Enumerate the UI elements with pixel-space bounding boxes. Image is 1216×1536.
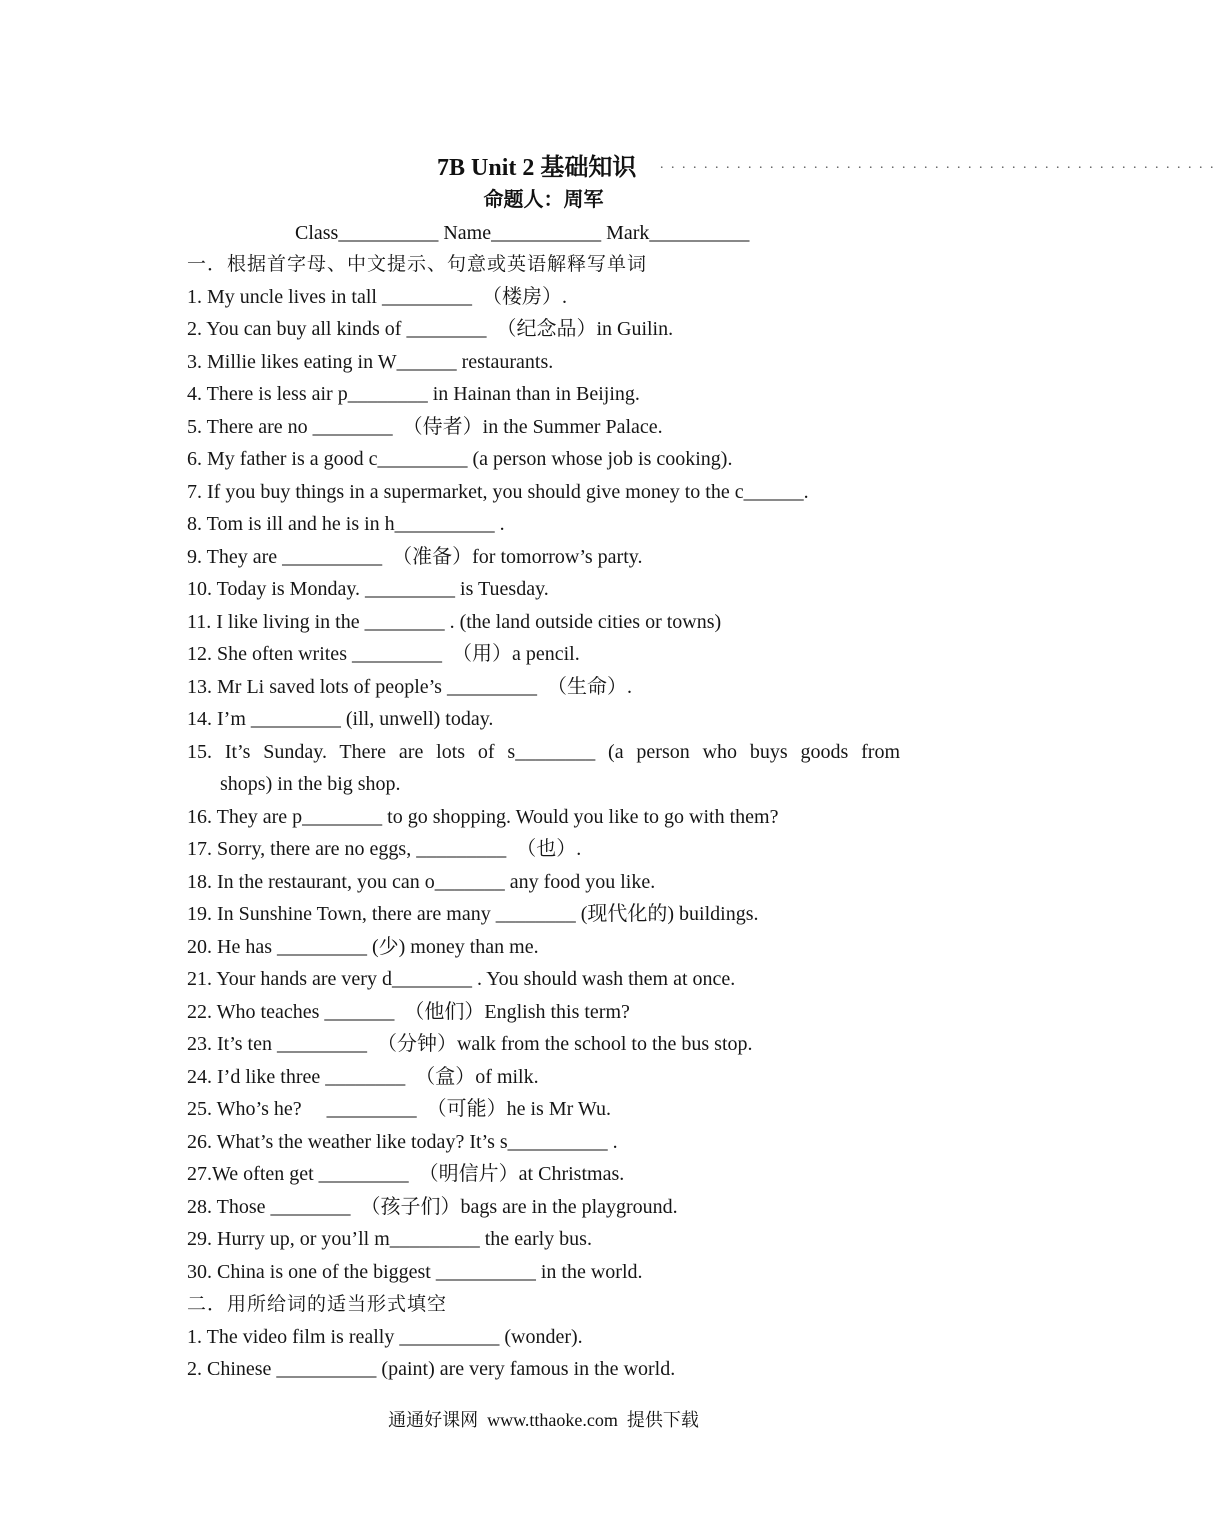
question-1-29: 29. Hurry up, or you’ll m_________ the early bus. — [187, 1228, 592, 1250]
question-1-2: 2. You can buy all kinds of ________ （纪念品）in Guilin. — [187, 318, 674, 340]
dotted-leader: . . . . . . . . . . . . . . . . . . . . . . . . . . . . . . . . . . . . . . . . . . . . . . . . . . . — [660, 157, 1216, 172]
question-1-10: 10. Today is Monday. _________ is Tuesday. — [187, 578, 549, 600]
question-1-5: 5. There are no ________ （侍者）in the Summer Palace. — [187, 415, 663, 438]
question-1-11: 11. I like living in the ________ . (the land outside cities or towns) — [187, 610, 722, 633]
question-1-15: 15. It’s Sunday. There are lots of s________ (a person who buys goods from — [187, 740, 900, 763]
question-1-20: 20. He has _________ (少) money than me. — [187, 935, 539, 958]
question-1-16: 16. They are p________ to go shopping. Would you like to go with them? — [187, 805, 779, 828]
class-name-mark-line: Class__________ Name___________ Mark__________ — [295, 222, 750, 244]
question-lines — [187, 248, 907, 1386]
question-1-27: 27.We often get _________ （明信片）at Christmas. — [187, 1163, 625, 1185]
author-line: 命题人：周军 — [483, 187, 604, 211]
footer-credit: 通通好课网 www.tthaoke.com 提供下载 — [388, 1410, 699, 1430]
question-1-12: 12. She often writes _________ （用）a pencil. — [187, 643, 580, 665]
question-1-8: 8. Tom is ill and he is in h__________ . — [187, 513, 505, 535]
section-heading-1: 一．根据首字母、中文提示、句意或英语解释写单词 — [187, 253, 648, 275]
question-1-7: 7. If you buy things in a supermarket, you should give money to the c______. — [187, 480, 809, 503]
question-1-28: 28. Those ________ （孩子们）bags are in the playground. — [187, 1195, 678, 1218]
question-1-25: 25. Who’s he? _________ （可能）he is Mr Wu. — [187, 1098, 611, 1120]
question-2-2: 2. Chinese __________ (paint) are very famous in the world. — [187, 1358, 676, 1380]
question-1-17: 17. Sorry, there are no eggs, _________ （也）. — [187, 838, 582, 860]
title-row — [0, 150, 1216, 186]
section-heading-2: 二．用所给词的适当形式填空 — [187, 1293, 448, 1315]
question-1-4: 4. There is less air p________ in Hainan than in Beijing. — [187, 383, 640, 405]
question-1-21: 21. Your hands are very d________ . You should wash them at once. — [187, 968, 736, 990]
question-1-13: 13. Mr Li saved lots of people’s _________ （生命）. — [187, 675, 632, 698]
question-2-1: 1. The video film is really __________ (wonder). — [187, 1325, 583, 1348]
question-1-24: 24. I’d like three ________ （盒）of milk. — [187, 1065, 539, 1088]
question-1-23: 23. It’s ten _________ （分钟）walk from the school to the bus stop. — [187, 1033, 753, 1055]
question-1-30: 30. China is one of the biggest __________ in the world. — [187, 1260, 643, 1283]
question-1-3: 3. Millie likes eating in W______ restaurants. — [187, 350, 554, 373]
question-1-19: 19. In Sunshine Town, there are many ________ (现代化的) buildings. — [187, 903, 759, 925]
question-1-15-continued: shops) in the big shop. — [220, 773, 401, 795]
question-1-9: 9. They are __________ （准备）for tomorrow’s party. — [187, 545, 643, 568]
question-1-18: 18. In the restaurant, you can o_______ any food you like. — [187, 870, 656, 893]
question-1-26: 26. What’s the weather like today? It’s s__________ . — [187, 1130, 618, 1153]
question-1-6: 6. My father is a good c_________ (a person whose job is cooking). — [187, 448, 733, 470]
page-title: 7B Unit 2 基础知识 — [437, 155, 637, 181]
question-1-22: 22. Who teaches _______ （他们）English this term? — [187, 1000, 630, 1023]
question-1-14: 14. I’m _________ (ill, unwell) today. — [187, 708, 494, 730]
question-1-1: 1. My uncle lives in tall _________ （楼房）. — [187, 285, 567, 308]
